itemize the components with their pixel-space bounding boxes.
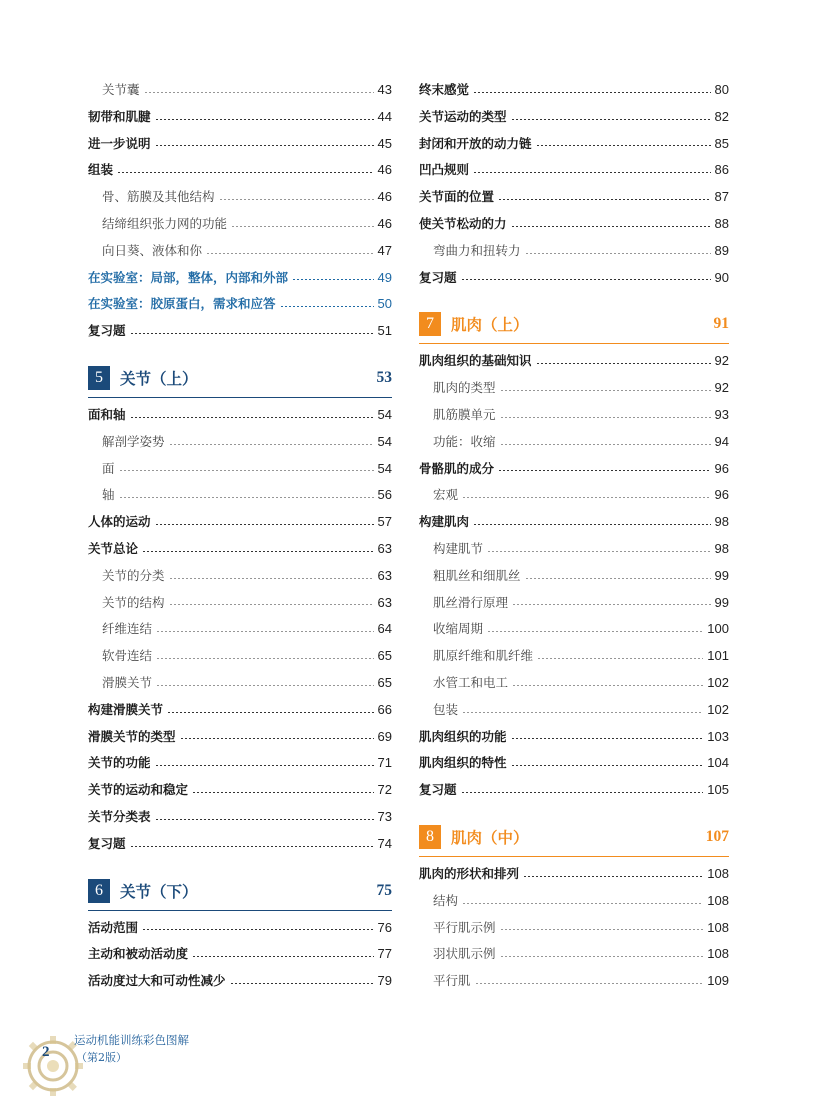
toc-entry-page: 73 <box>377 808 392 824</box>
dot-leader <box>155 524 374 525</box>
toc-entry <box>88 238 392 265</box>
toc-entry-title: 复习题 <box>88 323 126 339</box>
dot-leader <box>155 145 374 146</box>
chapter-heading <box>419 824 729 857</box>
toc-entry-title: 肌筋膜单元 <box>433 406 496 422</box>
toc-entry <box>419 968 729 995</box>
dot-leader <box>230 983 374 984</box>
toc-entry-title: 凹凸规则 <box>419 162 470 178</box>
dot-leader <box>156 658 374 659</box>
dot-leader <box>192 792 374 793</box>
toc-entry <box>419 888 729 915</box>
toc-entry <box>88 915 392 942</box>
toc-entry <box>88 968 392 995</box>
toc-entry-title: 关节运动的类型 <box>419 108 507 124</box>
toc-entry <box>88 616 392 643</box>
dot-leader <box>500 929 704 930</box>
toc-entry-page: 51 <box>377 323 392 339</box>
toc-entry-page: 90 <box>714 269 729 285</box>
toc-entry <box>419 941 729 968</box>
toc-entry <box>88 402 392 429</box>
toc-entry-title: 关节的功能 <box>88 755 151 771</box>
toc-entry-page: 54 <box>377 433 392 449</box>
toc-entry-title: 弯曲力和扭转力 <box>433 242 521 258</box>
dot-leader <box>511 765 704 766</box>
chapter-heading <box>88 878 392 911</box>
toc-entry-page: 87 <box>714 189 729 205</box>
toc-entry <box>419 777 729 804</box>
toc-entry <box>88 482 392 509</box>
dot-leader <box>169 604 374 605</box>
dot-leader <box>523 876 703 877</box>
toc-entry-page: 96 <box>714 460 729 476</box>
dot-leader <box>512 604 711 605</box>
toc-entry <box>419 131 729 158</box>
toc-right-column <box>419 77 729 995</box>
toc-entry-page: 96 <box>714 487 729 503</box>
dot-leader <box>500 390 711 391</box>
toc-entry-title: 关节分类表 <box>88 808 151 824</box>
dot-leader <box>119 497 374 498</box>
toc-entry <box>88 831 392 858</box>
dot-leader <box>511 226 711 227</box>
toc-entry-title: 平行肌 <box>433 973 471 989</box>
toc-entry <box>419 670 729 697</box>
dot-leader <box>169 578 374 579</box>
toc-entry <box>88 211 392 238</box>
toc-entry-page: 44 <box>377 108 392 124</box>
toc-entry <box>88 77 392 104</box>
dot-leader <box>130 333 374 334</box>
toc-entry <box>419 265 729 292</box>
toc-entry-title: 活动范围 <box>88 919 139 935</box>
toc-entry <box>419 750 729 777</box>
toc-entry-page: 79 <box>377 973 392 989</box>
toc-entry-page: 69 <box>377 728 392 744</box>
toc-entry-title: 组装 <box>88 162 114 178</box>
dot-leader <box>473 524 711 525</box>
chapter-number: 5 <box>88 366 110 390</box>
toc-entry-page: 86 <box>714 162 729 178</box>
toc-entry-title: 宏观 <box>433 487 459 503</box>
dot-leader <box>219 199 374 200</box>
toc-entry-page: 103 <box>707 728 729 744</box>
toc-entry-title: 肌肉组织的功能 <box>419 728 507 744</box>
toc-entry-page: 92 <box>714 380 729 396</box>
toc-entry-page: 93 <box>714 406 729 422</box>
toc-entry-title: 包装 <box>433 701 459 717</box>
chapter-number: 7 <box>419 312 441 336</box>
toc-entry <box>419 348 729 375</box>
dot-leader <box>500 444 711 445</box>
toc-entry-title: 关节的运动和稳定 <box>88 782 189 798</box>
chapter-heading <box>88 365 392 398</box>
dot-leader <box>498 199 711 200</box>
dot-leader <box>156 685 374 686</box>
toc-entry-title: 收缩周期 <box>433 621 484 637</box>
toc-entry-page: 54 <box>377 460 392 476</box>
dot-leader <box>536 363 711 364</box>
toc-left-column <box>88 77 392 995</box>
toc-entry-title: 在实验室：胶原蛋白，需求和应答 <box>88 296 276 312</box>
toc-entry-page: 108 <box>707 946 729 962</box>
toc-entry <box>88 724 392 751</box>
toc-entry-title: 主动和被动活动度 <box>88 946 189 962</box>
dot-leader <box>511 119 711 120</box>
toc-entry-title: 构建滑膜关节 <box>88 701 164 717</box>
dot-leader <box>155 819 374 820</box>
dot-leader <box>461 792 704 793</box>
toc-entry-page: 50 <box>377 296 392 312</box>
toc-entry <box>88 318 392 345</box>
page-number: 2 <box>42 1044 50 1060</box>
toc-entry <box>88 536 392 563</box>
dot-leader <box>169 444 374 445</box>
toc-entry-title: 肌肉组织的特性 <box>419 755 507 771</box>
dot-leader <box>155 119 374 120</box>
toc-entry-page: 82 <box>714 108 729 124</box>
toc-entry-page: 102 <box>707 701 729 717</box>
toc-entry <box>419 590 729 617</box>
toc-entry <box>419 482 729 509</box>
book-title: 运动机能训练彩色图解 <box>74 1033 189 1047</box>
toc-entry-page: 85 <box>714 135 729 151</box>
dot-leader <box>525 578 711 579</box>
toc-entry-title: 肌肉组织的基础知识 <box>419 353 532 369</box>
dot-leader <box>462 903 703 904</box>
toc-entry <box>419 861 729 888</box>
toc-entry-page: 66 <box>377 701 392 717</box>
toc-entry-page: 49 <box>377 269 392 285</box>
dot-leader <box>473 172 711 173</box>
toc-entry-page: 101 <box>707 648 729 664</box>
toc-entry-page: 105 <box>707 782 729 798</box>
page-footer <box>0 1022 260 1100</box>
toc-entry-title: 使关节松动的力 <box>419 215 507 231</box>
toc-entry-title: 关节囊 <box>102 82 140 97</box>
toc-entry <box>419 536 729 563</box>
toc-entry <box>88 131 392 158</box>
chapter-page: 53 <box>376 368 392 386</box>
toc-entry-page: 46 <box>377 162 392 178</box>
dot-leader <box>117 172 374 173</box>
toc-entry-page: 57 <box>377 514 392 530</box>
dot-leader <box>156 631 374 632</box>
toc-entry-title: 粗肌丝和细肌丝 <box>433 567 521 583</box>
toc-entry <box>88 804 392 831</box>
toc-entry-page: 98 <box>714 540 729 556</box>
toc-entry-title: 人体的运动 <box>88 514 151 530</box>
toc-entry-title: 肌原纤维和肌纤维 <box>433 648 534 664</box>
chapter-page: 91 <box>713 315 729 333</box>
toc-entry-page: 43 <box>377 82 392 97</box>
chapter-page: 75 <box>376 881 392 899</box>
toc-entry-page: 104 <box>707 755 729 771</box>
toc-entry-page: 80 <box>714 82 729 97</box>
toc-entry-title: 水管工和电工 <box>433 674 509 690</box>
toc-entry-title: 面 <box>102 460 115 476</box>
dot-leader <box>142 551 374 552</box>
dot-leader <box>525 253 711 254</box>
toc-entry <box>419 616 729 643</box>
toc-entry <box>88 697 392 724</box>
toc-entry-page: 100 <box>707 621 729 637</box>
book-edition: （第2版） <box>76 1051 127 1064</box>
toc-entry <box>419 643 729 670</box>
toc-entry-page: 65 <box>377 648 392 664</box>
dot-leader <box>500 417 711 418</box>
toc-entry-title: 关节的分类 <box>102 567 165 583</box>
toc-entry <box>419 563 729 590</box>
toc-entry-page: 102 <box>707 674 729 690</box>
toc-entry-title: 复习题 <box>419 269 457 285</box>
dot-leader <box>130 417 374 418</box>
toc-entry-title: 向日葵、液体和你 <box>102 242 203 258</box>
toc-entry <box>419 697 729 724</box>
toc-entry <box>88 590 392 617</box>
toc-entry-page: 63 <box>377 567 392 583</box>
toc-entry <box>419 104 729 131</box>
toc-entry-page: 46 <box>377 215 392 231</box>
toc-entry-title: 构建肌节 <box>433 540 484 556</box>
toc-entry <box>88 643 392 670</box>
toc-entry <box>419 456 729 483</box>
dot-leader <box>498 470 711 471</box>
toc-entry-title: 轴 <box>102 487 115 503</box>
toc-entry-title: 面和轴 <box>88 406 126 422</box>
toc-entry-title: 关节面的位置 <box>419 189 495 205</box>
toc-entry-title: 骨骼肌的成分 <box>419 460 495 476</box>
toc-entry <box>419 402 729 429</box>
toc-entry-title: 羽状肌示例 <box>433 946 496 962</box>
chapter-title: 肌肉（中） <box>451 829 529 847</box>
toc-entry-page: 74 <box>377 835 392 851</box>
toc-entry <box>419 77 729 104</box>
toc-entry <box>419 724 729 751</box>
dot-leader <box>511 738 704 739</box>
toc-entry-title: 功能：收缩 <box>433 433 496 449</box>
toc-entry-page: 77 <box>377 946 392 962</box>
toc-entry-page: 47 <box>377 242 392 258</box>
toc-entry-page: 72 <box>377 782 392 798</box>
toc-entry-title: 纤维连结 <box>102 621 153 637</box>
dot-leader <box>473 92 711 93</box>
toc-entry <box>88 429 392 456</box>
dot-leader <box>280 306 374 307</box>
toc-entry <box>88 509 392 536</box>
toc-entry-page: 46 <box>377 189 392 205</box>
dot-leader <box>130 846 374 847</box>
chapter-heading <box>419 311 729 344</box>
toc-entry-title: 滑膜关节的类型 <box>88 728 176 744</box>
dot-leader <box>155 765 374 766</box>
toc-entry <box>419 157 729 184</box>
dot-leader <box>536 145 711 146</box>
dot-leader <box>487 631 703 632</box>
toc-entry-page: 63 <box>377 540 392 556</box>
dot-leader <box>180 738 374 739</box>
toc-entry-page: 76 <box>377 919 392 935</box>
dot-leader <box>292 279 374 280</box>
dot-leader <box>475 983 704 984</box>
toc-entry-page: 65 <box>377 674 392 690</box>
toc-entry <box>419 429 729 456</box>
dot-leader <box>231 226 374 227</box>
toc-entry-title: 构建肌肉 <box>419 514 470 530</box>
toc-entry <box>419 375 729 402</box>
toc-entry <box>88 104 392 131</box>
toc-entry-title: 肌肉的形状和排列 <box>419 865 520 881</box>
toc-entry-title: 活动度过大和可动性减少 <box>88 973 226 989</box>
toc-entry-title: 肌丝滑行原理 <box>433 594 509 610</box>
toc-entry-page: 89 <box>714 242 729 258</box>
dot-leader <box>119 470 374 471</box>
dot-leader <box>206 253 374 254</box>
toc-entry-title: 肌肉的类型 <box>433 380 496 396</box>
chapter-title: 关节（上） <box>120 370 198 388</box>
toc-entry-title: 复习题 <box>88 835 126 851</box>
toc-entry-page: 71 <box>377 755 392 771</box>
toc-entry <box>419 184 729 211</box>
toc-entry-title: 结缔组织张力网的功能 <box>102 215 228 231</box>
toc-entry-page: 92 <box>714 353 729 369</box>
toc-entry-title: 复习题 <box>419 782 457 798</box>
toc-entry-page: 99 <box>714 594 729 610</box>
toc-entry <box>88 750 392 777</box>
toc-entry <box>88 563 392 590</box>
dot-leader <box>167 712 374 713</box>
toc-entry <box>88 184 392 211</box>
toc-entry <box>419 915 729 942</box>
toc-entry-page: 98 <box>714 514 729 530</box>
toc-entry-page: 54 <box>377 406 392 422</box>
toc-entry-page: 108 <box>707 892 729 908</box>
toc-entry <box>88 777 392 804</box>
toc-entry-page: 63 <box>377 594 392 610</box>
toc-entry-title: 终末感觉 <box>419 82 470 97</box>
toc-entry <box>419 238 729 265</box>
toc-entry-title: 解剖学姿势 <box>102 433 165 449</box>
dot-leader <box>142 929 374 930</box>
toc-entry-page: 108 <box>707 865 729 881</box>
dot-leader <box>192 956 374 957</box>
toc-entry-title: 关节的结构 <box>102 594 165 610</box>
toc-entry-title: 进一步说明 <box>88 135 151 151</box>
dot-leader <box>462 712 703 713</box>
chapter-number: 8 <box>419 825 441 849</box>
toc-entry-page: 64 <box>377 621 392 637</box>
toc-entry-title: 平行肌示例 <box>433 919 496 935</box>
dot-leader <box>500 956 704 957</box>
toc-entry-title: 韧带和肌腱 <box>88 108 151 124</box>
dot-leader <box>462 497 711 498</box>
dot-leader <box>512 685 703 686</box>
toc-entry <box>88 941 392 968</box>
dot-leader <box>144 92 374 93</box>
toc-entry <box>419 211 729 238</box>
toc-entry-page: 94 <box>714 433 729 449</box>
toc-entry-title: 关节总论 <box>88 540 139 556</box>
toc-entry-title: 封闭和开放的动力链 <box>419 135 532 151</box>
toc-entry-page: 88 <box>714 215 729 231</box>
toc-entry <box>88 291 392 318</box>
dot-leader <box>537 658 703 659</box>
toc-entry-page: 56 <box>377 487 392 503</box>
chapter-title: 关节（下） <box>120 883 198 901</box>
toc-entry <box>88 670 392 697</box>
toc-entry-page: 109 <box>707 973 729 989</box>
toc-entry-title: 滑膜关节 <box>102 674 153 690</box>
toc-entry-title: 软骨连结 <box>102 648 153 664</box>
toc-entry-title: 在实验室：局部，整体，内部和外部 <box>88 269 289 285</box>
toc-entry <box>419 509 729 536</box>
toc-entry-title: 骨、筋膜及其他结构 <box>102 189 215 205</box>
toc-entry <box>88 456 392 483</box>
toc-entry <box>88 157 392 184</box>
toc-entry-page: 108 <box>707 919 729 935</box>
toc-entry-page: 45 <box>377 135 392 151</box>
toc-entry-page: 99 <box>714 567 729 583</box>
chapter-title: 肌肉（上） <box>451 317 529 335</box>
dot-leader <box>487 551 711 552</box>
toc-entry-title: 结构 <box>433 892 459 908</box>
dot-leader <box>461 279 711 280</box>
toc-entry <box>88 265 392 292</box>
chapter-page: 107 <box>705 827 729 845</box>
chapter-number: 6 <box>88 879 110 903</box>
